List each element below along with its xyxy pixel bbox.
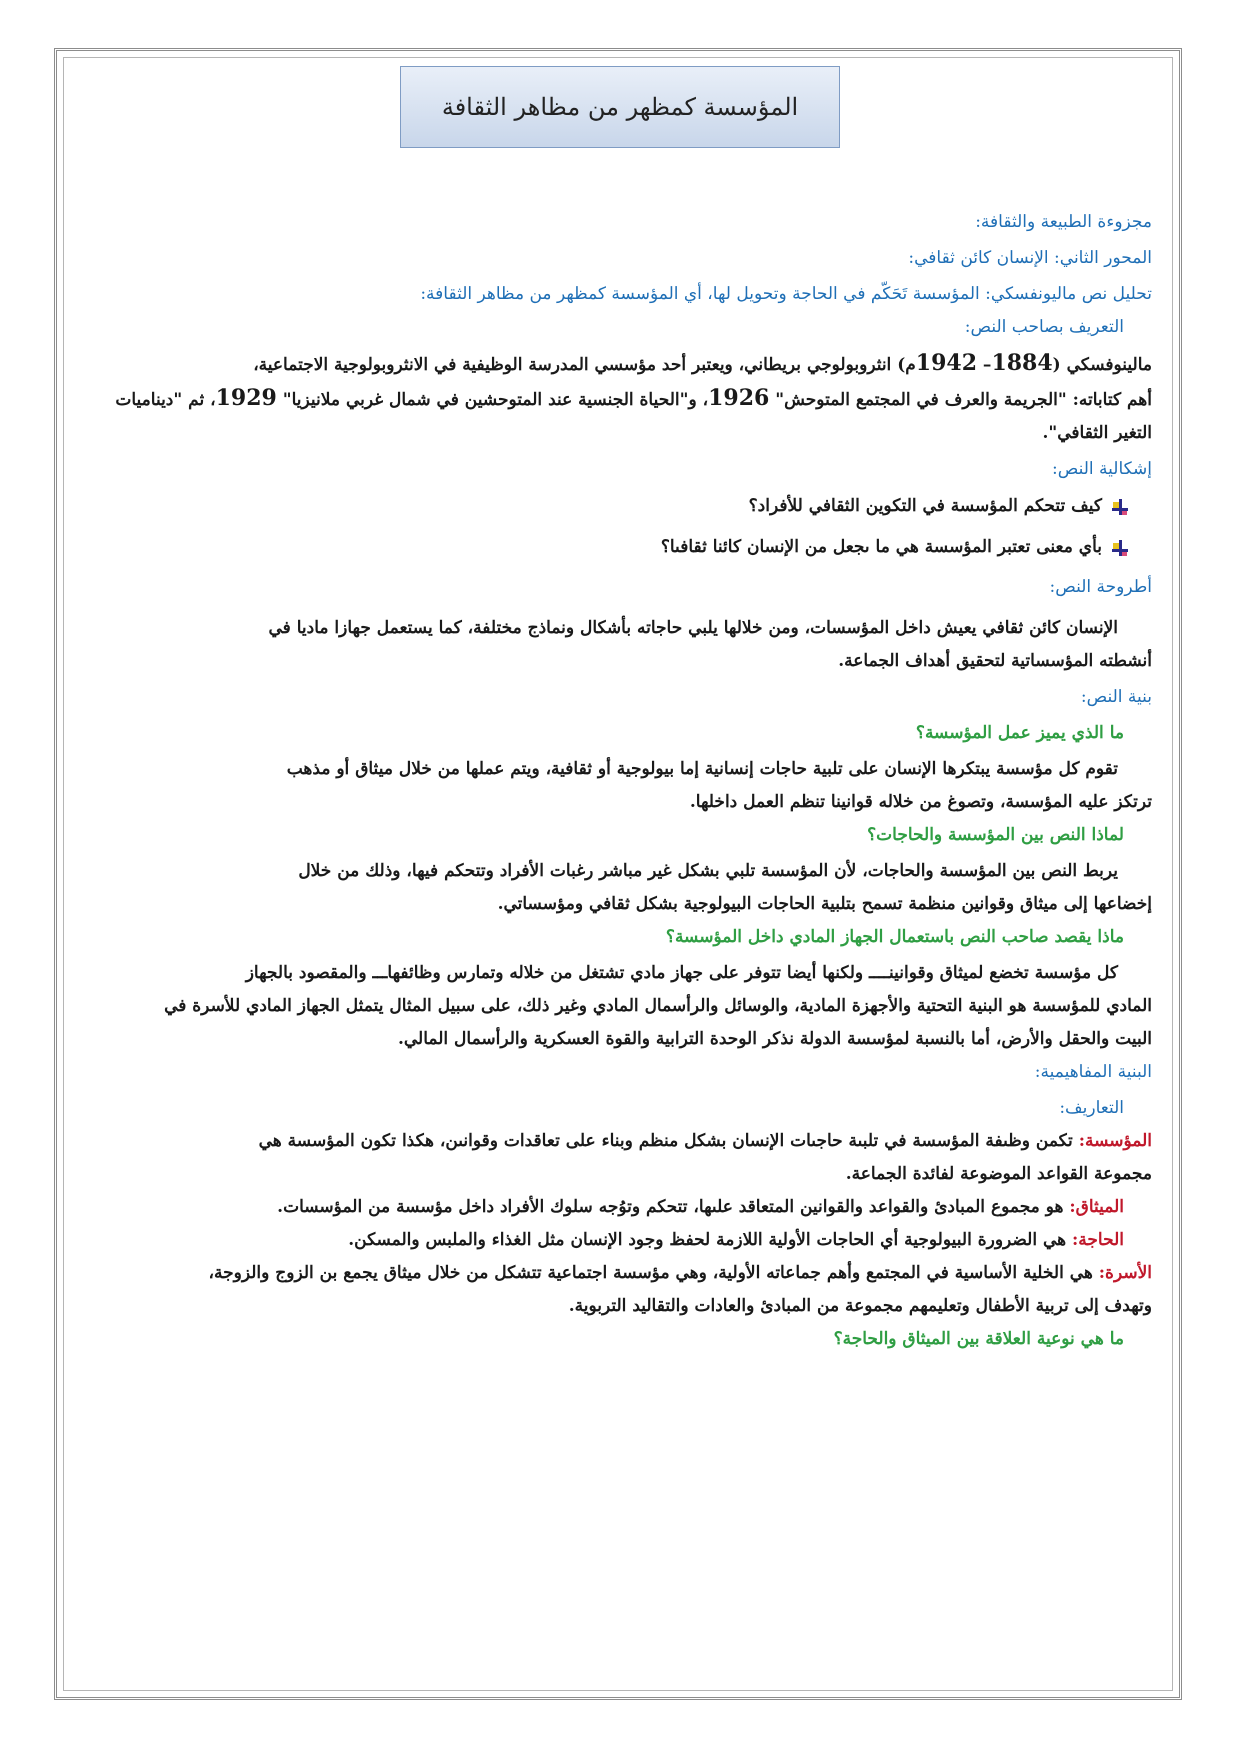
unit-heading: مجزوءة الطبيعة والثقافة:	[975, 212, 1152, 232]
term-institution: المؤسسة:	[1078, 1131, 1152, 1151]
structure-answer-3-line-1: كل مؤسسة تخضع لميثاق وقوانينــــ ولكنها أيضا تتوفر على جهاز مادي تشتغل من خلاله وتمارس وظائفهاـــ والمقصود بالجهاز	[245, 963, 1118, 983]
title-box	[400, 66, 840, 148]
bullet-plus-icon	[1112, 499, 1128, 515]
author-birth-year: 1884	[991, 350, 1053, 376]
definition-institution-text: تكمن وظىفة المؤسسة في تلبىة حاجىات الإنسان بشكل منظم وبناء على تعاقدات وقوانىن، هكذا تكون المؤسسة هي	[258, 1131, 1079, 1151]
structure-question-2: لماذا النص بين المؤسسة والحاجات؟	[867, 825, 1124, 845]
document-body	[86, 206, 1152, 1356]
axis-heading: المحور الثاني: الإنسان كائن ثقافي:	[908, 248, 1152, 268]
term-charter: الميثاق:	[1069, 1197, 1124, 1217]
author-death-year: 1942	[915, 350, 978, 376]
structure-answer-2-line-2: إخضاعها إلى ميثاق وقوانين منظمة تسمح بتلبية الحاجات البيولوجية بشكل ثقافي ومؤسساتي.	[497, 894, 1152, 914]
author-line-2-start: أهم كتاباته: "الجريمة والعرف في المجتمع المتوحش"	[769, 390, 1152, 410]
concepts-heading: البنية المفاهيمية:	[1034, 1062, 1152, 1082]
bullet-plus-icon	[1112, 540, 1128, 556]
author-line-2-mid: ، و"الحياة الجنسية عند المتوحشين في شمال غربي ملانيزيا"	[276, 390, 709, 410]
thesis-heading: أطروحة النص:	[1049, 577, 1152, 597]
problem-question-1: كيف تتحكم المؤسسة في التكوين الثقافي للأفراد؟	[748, 496, 1102, 516]
structure-answer-1-line-1: تقوم كل مؤسسة يبتكرها الإنسان على تلبية حاجات إنسانية إما بيولوجية أو ثقافية، ويتم عملها من خلال ميثاق أو مذهب	[286, 759, 1118, 779]
problem-heading: إشكالية النص:	[1052, 459, 1152, 479]
relation-question: ما هي نوعية العلاقة بين الميثاق والحاجة؟	[833, 1329, 1124, 1349]
structure-answer-1-line-2: ترتكز عليه المؤسسة، وتصوغ من خلاله قوانينا تنظم العمل داخلها.	[689, 792, 1152, 812]
structure-heading: بنية النص:	[1080, 687, 1152, 707]
author-line-1-end: م) انثروبولوجي بريطاني، ويعتبر أحد مؤسسي المدرسة الوظيفية في الانثروبولوجية الاجتماعية،	[253, 355, 916, 375]
definition-institution-line-2: مجموعة القواعد الموضوعة لفائدة الجماعة.	[845, 1164, 1152, 1184]
definition-institution-line-1	[86, 1125, 1152, 1158]
thesis-line-2: أنشطته المؤسساتية لتحقيق أهداف الجماعة.	[838, 651, 1152, 671]
term-family: الأسرة:	[1098, 1263, 1152, 1283]
author-dash: –	[977, 355, 992, 375]
author-line-2-end: ، ثم "ديناميات	[115, 390, 216, 410]
structure-question-3: ماذا يقصد صاحب النص باستعمال الجهاز المادي داخل المؤسسة؟	[665, 927, 1124, 947]
author-heading: التعريف بصاحب النص:	[964, 317, 1124, 337]
structure-answer-3-line-3: البيت والحقل والأرض، أما بالنسبة لمؤسسة الدولة نذكر الوحدة الترابية والقوة العسكرية والرأسمال المالي.	[397, 1029, 1152, 1049]
structure-question-1: ما الذي يميز عمل المؤسسة؟	[915, 723, 1124, 743]
definition-family-line-2: وتهدف إلى تربية الأطفال وتعليمهم مجموعة من المبادئ والعادات والتقاليد التربوية.	[568, 1296, 1152, 1316]
author-line-1-start: مالينوفسكي (	[1052, 355, 1152, 375]
list-item	[86, 486, 1128, 527]
definition-need	[86, 1224, 1152, 1257]
definitions-heading: التعاريف:	[1059, 1098, 1124, 1118]
author-line-1	[86, 347, 1152, 382]
analysis-heading: تحليل نص ماليونفسكي: المؤسسة تَحَكّم في الحاجة وتحويل لها، أي المؤسسة كمظهر من مظاهر الثقافة:	[420, 284, 1152, 304]
definition-charter	[86, 1191, 1152, 1224]
book-year-2: 1929	[215, 385, 277, 411]
problem-question-2: بأي معنى تعتبر المؤسسة هي ما ىجعل من الإنسان كائنا ثقافىا؟	[660, 537, 1102, 557]
problem-questions	[86, 486, 1152, 568]
definition-charter-text: هو مجموع المبادئ والقواعد والقوانين المتعاقد علىها، تتحكم وتوُجه سلوك الأفراد داخل مؤسسة من المؤسسات.	[277, 1197, 1070, 1217]
author-line-2	[86, 382, 1152, 417]
term-need: الحاجة:	[1072, 1230, 1124, 1250]
thesis-line-1: الإنسان كائن ثقافي يعيش داخل المؤسسات، ومن خلالها يلبي حاجاته بأشكال ونماذج مختلفة، كما يستعمل جهازا ماديا في	[268, 618, 1118, 638]
list-item	[86, 527, 1128, 568]
definition-family-line-1	[86, 1257, 1152, 1290]
book-year-1: 1926	[708, 385, 770, 411]
author-line-3: التغير الثقافي".	[1042, 423, 1152, 443]
definition-need-text: هي الضرورة البيولوجية أي الحاجات الأولية اللازمة لحفظ وجود الإنسان مثل الغذاء والملبس والمسكن.	[348, 1230, 1073, 1250]
definition-family-text: هي الخلية الأساسية في المجتمع وأهم جماعاته الأولية، وهي مؤسسة اجتماعية تتشكل من خلال ميثاق يجمع بن الزوج والزوجة،	[208, 1263, 1099, 1283]
structure-answer-3-line-2: المادي للمؤسسة هو البنية التحتية والأجهزة المادية، والوسائل والرأسمال المادي وغير ذلك، على سبيل المثال يتمثل الجهاز المادي للأسرة في	[164, 996, 1152, 1016]
page-title: المؤسسة كمظهر من مظاهر الثقافة	[441, 93, 799, 121]
structure-answer-2-line-1: يربط النص بين المؤسسة والحاجات، لأن المؤسسة تلبي بشكل غير مباشر رغبات الأفراد وتتحكم فيها، وذلك من خلال	[298, 861, 1118, 881]
